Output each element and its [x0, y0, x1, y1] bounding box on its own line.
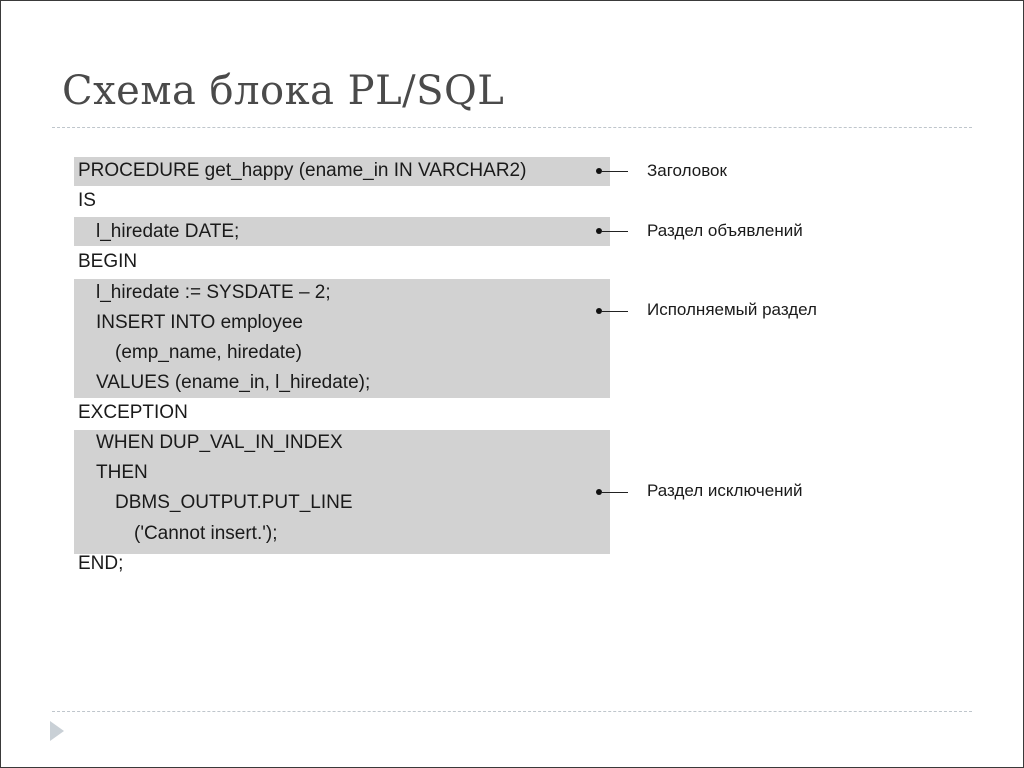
code-line-when: WHEN DUP_VAL_IN_INDEX	[96, 432, 343, 453]
code-line-message: ('Cannot insert.');	[134, 523, 278, 544]
code-line-is: IS	[78, 190, 96, 211]
title-divider	[52, 127, 972, 128]
code-line-put-line: DBMS_OUTPUT.PUT_LINE	[115, 492, 353, 513]
play-arrow-icon[interactable]	[50, 721, 64, 741]
exception-connector-line	[601, 492, 628, 493]
code-line-exception: EXCEPTION	[78, 402, 188, 423]
code-line-begin: BEGIN	[78, 251, 138, 272]
code-line-end: END;	[78, 553, 124, 574]
code-line-insert-into: INSERT INTO employee	[96, 312, 303, 333]
footer-divider	[52, 711, 972, 712]
code-line-columns: (emp_name, hiredate)	[115, 342, 302, 363]
slide-title: Схема блока PL/SQL	[62, 68, 505, 114]
executable-section-label: Исполняемый раздел	[647, 300, 817, 319]
code-line-declare-hiredate: l_hiredate DATE;	[96, 221, 240, 242]
code-line-assign-hiredate: l_hiredate := SYSDATE – 2;	[96, 282, 331, 303]
code-line-values: VALUES (ename_in, l_hiredate);	[96, 372, 371, 393]
code-line-procedure: PROCEDURE get_happy (ename_in IN VARCHAR2)	[78, 160, 527, 181]
code-line-then: THEN	[96, 462, 148, 483]
declaration-connector-line	[601, 231, 628, 232]
header-connector-line	[601, 171, 628, 172]
declaration-section-label: Раздел объявлений	[647, 221, 803, 240]
header-section-label: Заголовок	[647, 161, 727, 180]
exception-section-label: Раздел исключений	[647, 481, 803, 500]
executable-connector-line	[601, 311, 628, 312]
